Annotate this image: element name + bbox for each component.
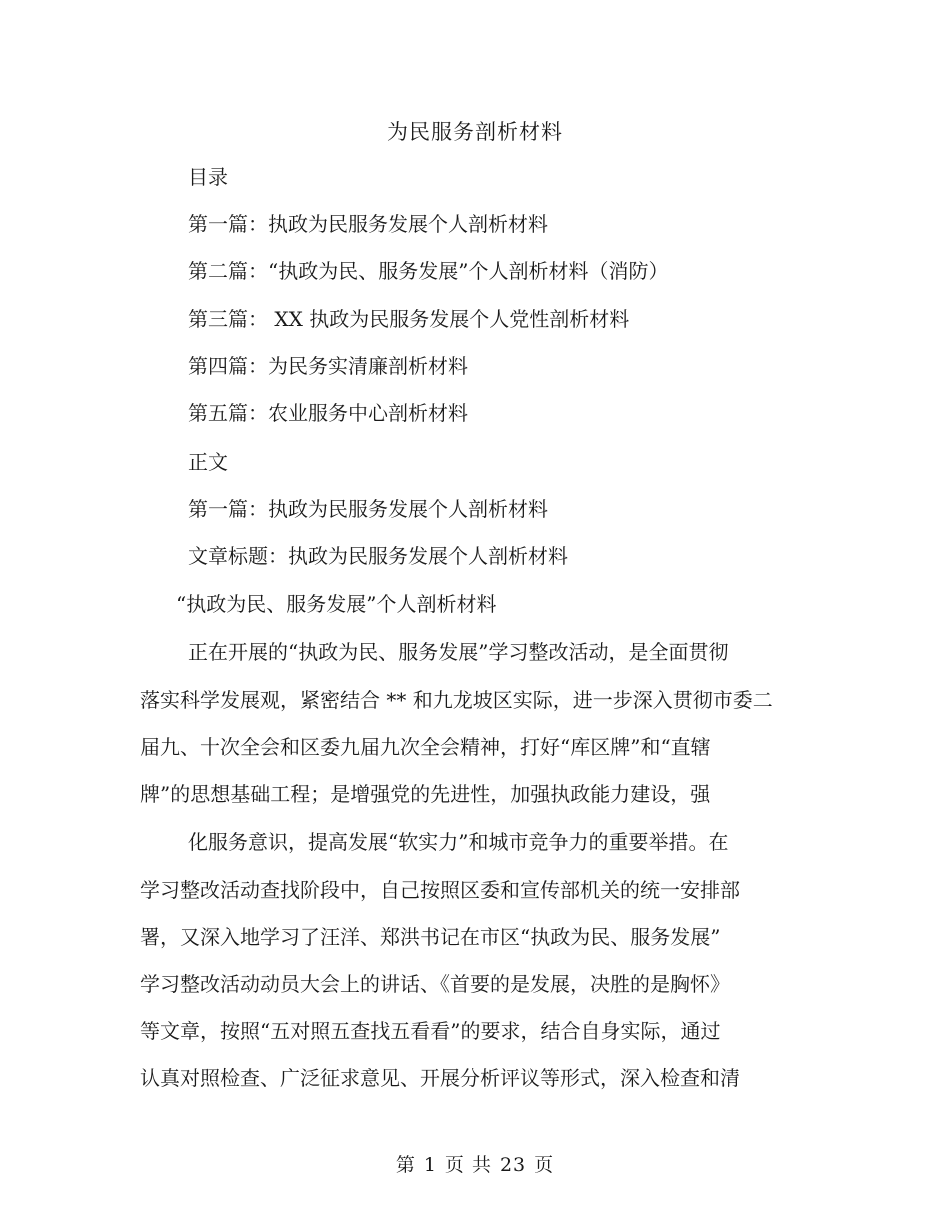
toc-item-1: 第一篇：执政为民服务发展个人剖析材料	[188, 212, 548, 236]
footer-suffix: 页	[534, 1154, 555, 1176]
footer-middle: 页 共	[444, 1154, 492, 1176]
document-title: 为民服务剖析材料	[387, 120, 563, 144]
paragraph-line: 牌”的思想基础工程；是增强党的先进性，加强执政能力建设，强	[140, 782, 711, 806]
paragraph-line: 认真对照检查、广泛征求意见、开展分析评议等形式，深入检查和清	[140, 1066, 740, 1090]
chapter-heading: 第一篇：执政为民服务发展个人剖析材料	[188, 497, 548, 521]
page-footer	[0, 1150, 950, 1177]
paragraph-line: 落实科学发展观，紧密结合 ** 和九龙坡区实际，进一步深入贯彻市委二	[140, 688, 773, 712]
footer-prefix: 第	[395, 1154, 416, 1176]
toc-item-3: 第三篇： XX 执政为民服务发展个人党性剖析材料	[188, 307, 630, 331]
article-title-line: 文章标题：执政为民服务发展个人剖析材料	[188, 544, 568, 568]
paragraph-line: 化服务意识，提高发展“软实力”和城市竞争力的重要举措。在	[188, 830, 729, 854]
article-subtitle: “执政为民、服务发展”个人剖析材料	[176, 592, 497, 616]
toc-item-2: 第二篇：“执政为民、服务发展”个人剖析材料（消防）	[188, 259, 669, 283]
toc-item-5: 第五篇：农业服务中心剖析材料	[188, 401, 468, 425]
toc-item-4: 第四篇：为民务实清廉剖析材料	[188, 354, 468, 378]
body-heading: 正文	[188, 450, 228, 474]
footer-page-total: 23	[499, 1154, 527, 1176]
paragraph-line: 学习整改活动查找阶段中，自己按照区委和宣传部机关的统一安排部	[140, 878, 740, 902]
paragraph-line: 学习整改活动动员大会上的讲话、《首要的是发展，决胜的是胸怀》	[140, 972, 730, 996]
paragraph-line: 正在开展的“执政为民、服务发展”学习整改活动，是全面贯彻	[188, 640, 729, 664]
toc-heading: 目录	[188, 165, 228, 189]
paragraph-line: 届九、十次全会和区委九届九次全会精神，打好“库区牌”和“直辖	[140, 735, 711, 759]
paragraph-line: 署，又深入地学习了汪洋、郑洪书记在市区“执政为民、服务发展”	[140, 925, 721, 949]
footer-page-current: 1	[423, 1154, 437, 1176]
paragraph-line: 等文章，按照“五对照五查找五看看”的要求，结合自身实际，通过	[140, 1019, 721, 1043]
